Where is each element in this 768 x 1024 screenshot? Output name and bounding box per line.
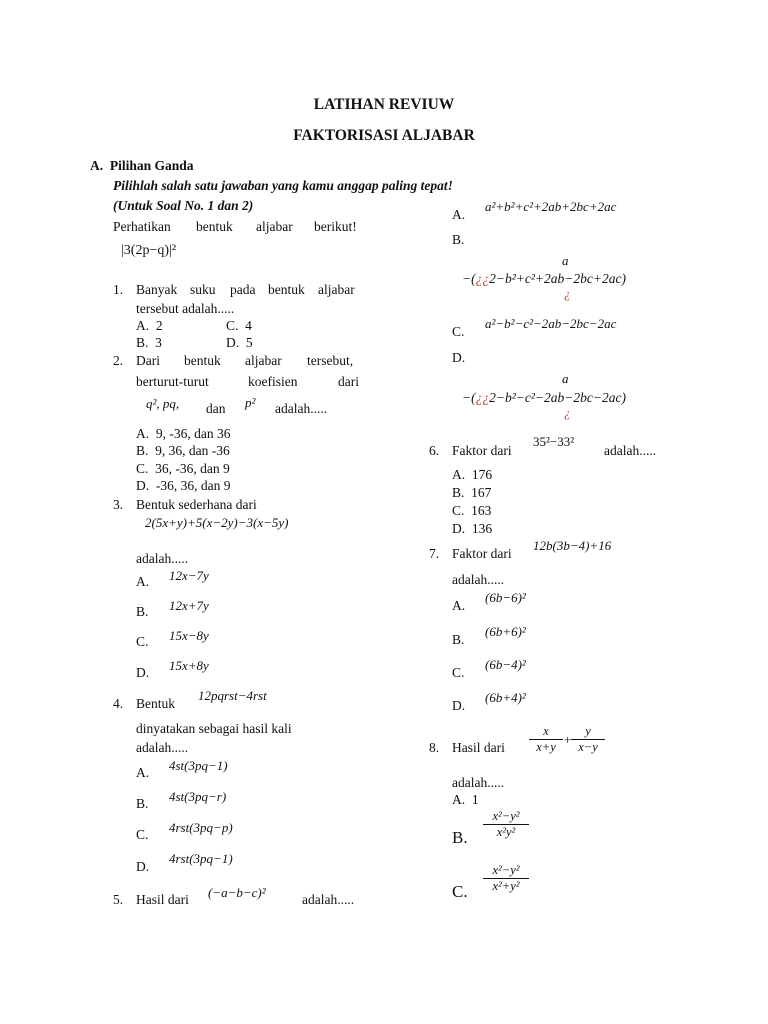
q8-number: 8.	[429, 740, 440, 755]
q7-expression: 12b(3b−4)+16	[533, 538, 612, 553]
intro-word: bentuk	[196, 219, 233, 234]
q2-word: bentuk	[184, 353, 221, 368]
q2-expression-1: q², pq,	[146, 396, 180, 411]
intro-word: aljabar	[256, 219, 293, 234]
q5-option-d[interactable]	[462, 390, 626, 406]
q6-option-b[interactable]: B. 167	[452, 485, 492, 500]
q2-and: dan	[206, 401, 226, 416]
q8-fraction-2	[571, 724, 605, 755]
intro-word: Perhatikan	[113, 219, 171, 234]
q6-option-a[interactable]: A. 176	[452, 467, 493, 482]
q7-adalah: adalah.....	[452, 572, 505, 587]
q2-word: dari	[338, 374, 359, 389]
q6-number: 6.	[429, 443, 440, 458]
q8-fraction-1	[529, 724, 563, 755]
q3-adalah: adalah.....	[136, 551, 189, 566]
q2-option-c[interactable]: C. 36, -36, dan 9	[136, 461, 230, 476]
q3-option-c-label[interactable]: C.	[136, 634, 149, 649]
q1-option-b[interactable]: B. 3	[136, 335, 162, 350]
q5-option-b-rest: 2−b²+c²+2ab−2bc+2ac)	[489, 271, 626, 286]
q4-adalah: adalah.....	[136, 740, 189, 755]
q7-option-a-label[interactable]: A.	[452, 598, 466, 613]
q4-option-d-label[interactable]: D.	[136, 859, 150, 874]
q2-option-a[interactable]: A. 9, -36, dan 36	[136, 426, 231, 441]
q4-text: Bentuk	[136, 696, 175, 711]
q8-option-c[interactable]	[483, 863, 529, 894]
q8-option-c-denominator: x²+y²	[492, 879, 520, 893]
q4-expression: 12pqrst−4rst	[198, 688, 267, 703]
q3-option-d-label[interactable]: D.	[136, 665, 150, 680]
q2-word: koefisien	[248, 374, 298, 389]
note: (Untuk Soal No. 1 dan 2)	[113, 198, 254, 213]
q2-word: aljabar	[245, 353, 282, 368]
section-heading: A. Pilihan Ganda	[90, 158, 194, 173]
q8-fraction-1-numerator: x	[529, 724, 563, 740]
q8-option-c-numerator: x²−y²	[483, 863, 529, 879]
q5-option-b-label[interactable]: B.	[452, 232, 465, 247]
q2-word: berturut-turut	[136, 374, 209, 389]
q8-option-a[interactable]: A. 1	[452, 792, 479, 807]
q7-text: Faktor dari	[452, 546, 512, 561]
q5-text: Hasil dari	[136, 892, 189, 907]
q5-option-d-rest: 2−b²−c²−2ab−2bc−2ac)	[489, 390, 626, 405]
q5-option-b[interactable]	[462, 271, 626, 287]
q5-number: 5.	[113, 892, 124, 907]
q5-option-b-bottom: ¿	[564, 286, 571, 301]
q8-fraction-2-numerator: y	[571, 724, 605, 740]
q7-option-c-label[interactable]: C.	[452, 665, 465, 680]
q5-option-d-top: a	[562, 371, 569, 386]
q5-option-b-glyph: ¿¿	[475, 271, 490, 286]
q5-option-c[interactable]: a²−b²−c²−2ab−2bc−2ac	[485, 316, 617, 331]
q4-option-c-label[interactable]: C.	[136, 827, 149, 842]
q8-option-b[interactable]	[483, 809, 529, 840]
q1-number: 1.	[113, 282, 124, 297]
q3-option-a-label[interactable]: A.	[136, 574, 150, 589]
q7-option-b[interactable]: (6b+6)²	[485, 624, 526, 639]
q2-word: Dari	[136, 353, 160, 368]
q6-text: Faktor dari	[452, 443, 512, 458]
q3-option-c[interactable]: 15x−8y	[169, 628, 209, 643]
q5-adalah: adalah.....	[302, 892, 355, 907]
q1-option-c[interactable]: C. 4	[226, 318, 252, 333]
q8-plus: +	[564, 732, 572, 747]
q1-word: suku	[190, 282, 216, 297]
intro-word: berikut!	[314, 219, 357, 234]
q2-option-b[interactable]: B. 9, 36, dan -36	[136, 443, 230, 458]
q3-expression: 2(5x+y)+5(x−2y)−3(x−5y)	[145, 515, 289, 530]
q7-option-d-label[interactable]: D.	[452, 698, 466, 713]
q1-option-d[interactable]: D. 5	[226, 335, 253, 350]
q5-option-a-label[interactable]: A.	[452, 207, 466, 222]
q4-option-d[interactable]: 4rst(3pq−1)	[169, 851, 233, 866]
q2-number: 2.	[113, 353, 124, 368]
q8-adalah: adalah.....	[452, 775, 505, 790]
q1-word: bentuk	[268, 282, 305, 297]
intro-expression: |3(2p−q)|²	[121, 243, 177, 258]
q4-option-c[interactable]: 4rst(3pq−p)	[169, 820, 233, 835]
q8-fraction-2-denominator: x−y	[578, 740, 598, 754]
q4-option-a-label[interactable]: A.	[136, 765, 150, 780]
q8-option-b-denominator: x²y²	[496, 825, 516, 839]
q1-word: pada	[230, 282, 256, 297]
q6-expression: 35²−33²	[533, 434, 575, 449]
q1-word: aljabar	[318, 282, 355, 297]
q5-option-c-label[interactable]: C.	[452, 324, 465, 339]
q4-option-b-label[interactable]: B.	[136, 796, 149, 811]
q5-option-a[interactable]: a²+b²+c²+2ab+2bc+2ac	[485, 199, 617, 214]
q7-option-d[interactable]: (6b+4)²	[485, 690, 526, 705]
q1-line2: tersebut adalah.....	[136, 301, 235, 316]
q8-option-b-label[interactable]: B.	[452, 828, 468, 847]
q6-adalah: adalah.....	[604, 443, 657, 458]
q2-option-d[interactable]: D. -36, 36, dan 9	[136, 478, 231, 493]
q5-option-d-glyph: ¿¿	[475, 390, 490, 405]
q3-text: Bentuk sederhana dari	[136, 497, 257, 512]
page-subtitle: FAKTORISASI ALJABAR	[293, 127, 475, 144]
q2-word: tersebut,	[307, 353, 354, 368]
q4-number: 4.	[113, 696, 124, 711]
q3-option-b[interactable]: 12x+7y	[169, 598, 209, 613]
q3-option-d[interactable]: 15x+8y	[169, 658, 209, 673]
q5-option-d-bottom: ¿	[564, 405, 571, 420]
q7-option-b-label[interactable]: B.	[452, 632, 465, 647]
page-title: LATIHAN REVIUW	[313, 96, 455, 113]
q2-expression-2: p²	[245, 395, 256, 410]
q5-option-d-label[interactable]: D.	[452, 350, 466, 365]
q3-number: 3.	[113, 497, 124, 512]
q8-option-b-numerator: x²−y²	[483, 809, 529, 825]
q5-option-b-pre: −(	[462, 271, 476, 286]
q7-option-c[interactable]: (6b−4)²	[485, 657, 526, 672]
q1-word: Banyak	[136, 282, 178, 297]
q8-fraction-1-denominator: x+y	[536, 740, 556, 754]
q7-option-a[interactable]: (6b−6)²	[485, 590, 526, 605]
q6-option-d[interactable]: D. 136	[452, 521, 493, 536]
q7-number: 7.	[429, 546, 440, 561]
q4-option-b[interactable]: 4st(3pq−r)	[169, 789, 227, 804]
q3-option-b-label[interactable]: B.	[136, 604, 149, 619]
q5-expression: (−a−b−c)²	[208, 885, 266, 900]
q5-option-d-pre: −(	[462, 390, 476, 405]
q4-line2: dinyatakan sebagai hasil kali	[136, 721, 292, 736]
q5-option-b-top: a	[562, 253, 569, 268]
q3-option-a[interactable]: 12x−7y	[169, 568, 209, 583]
q4-option-a[interactable]: 4st(3pq−1)	[169, 758, 228, 773]
q8-text: Hasil dari	[452, 740, 505, 755]
q8-option-c-label[interactable]: C.	[452, 882, 468, 901]
q1-option-a[interactable]: A. 2	[136, 318, 163, 333]
instruction: Pilihlah salah satu jawaban yang kamu anggap paling tepat!	[113, 178, 453, 193]
q6-option-c[interactable]: C. 163	[452, 503, 492, 518]
q2-adalah: adalah.....	[275, 401, 328, 416]
